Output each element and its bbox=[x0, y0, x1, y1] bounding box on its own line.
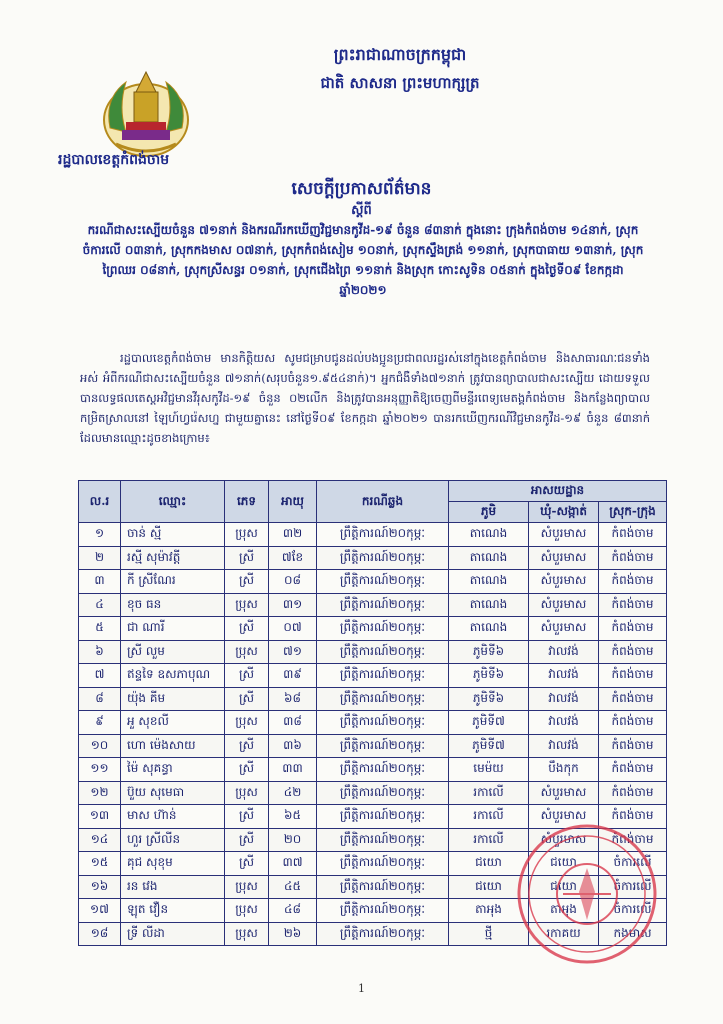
cell-district: កំពង់ចាម bbox=[599, 781, 667, 805]
header-sex: ភេទ bbox=[225, 481, 269, 523]
cell-commune: វាលវង់ bbox=[529, 664, 599, 688]
cell-commune: តាអុង bbox=[529, 899, 599, 923]
cell-no: ១១ bbox=[79, 758, 121, 782]
cell-commune: សំបួរមាស bbox=[529, 781, 599, 805]
cell-district: កងមាស bbox=[599, 922, 667, 946]
cell-event: ព្រឹត្តិការណ៍២០កុម្ភៈ bbox=[317, 922, 449, 946]
cell-no: ១៦ bbox=[79, 875, 121, 899]
cell-no: ១៨ bbox=[79, 922, 121, 946]
cell-district: កំពង់ចាម bbox=[599, 546, 667, 570]
page-number: 1 bbox=[358, 982, 365, 995]
cell-village: ភូមិទី៧ bbox=[449, 711, 529, 735]
cell-event: ព្រឹត្តិការណ៍២០កុម្ភៈ bbox=[317, 593, 449, 617]
cell-name: ទ្រី លីដា bbox=[121, 922, 225, 946]
cell-sex: ស្រី bbox=[225, 828, 269, 852]
cell-district: កំពង់ចាម bbox=[599, 664, 667, 688]
table-row bbox=[79, 617, 667, 641]
cell-age: ០៨ bbox=[269, 570, 317, 594]
cell-name: ឥន្ទទៃ ឧសភាបុណ bbox=[121, 664, 225, 688]
cell-no: ២ bbox=[79, 546, 121, 570]
cell-no: ៨ bbox=[79, 687, 121, 711]
cell-no: ១៤ bbox=[79, 828, 121, 852]
cell-no: ៥ bbox=[79, 617, 121, 641]
table-row bbox=[79, 523, 667, 547]
table-row bbox=[79, 546, 667, 570]
table-row bbox=[79, 828, 667, 852]
cell-age: ៦៨ bbox=[269, 687, 317, 711]
table-row bbox=[79, 852, 667, 876]
cell-no: ១៧ bbox=[79, 899, 121, 923]
cell-event: ព្រឹត្តិការណ៍២០កុម្ភៈ bbox=[317, 899, 449, 923]
cell-commune: ជយោ bbox=[529, 875, 599, 899]
header-village: ភូមិ bbox=[449, 502, 529, 523]
cell-event: ព្រឹត្តិការណ៍២០កុម្ភៈ bbox=[317, 711, 449, 735]
header-name: ឈ្មោះ bbox=[121, 481, 225, 523]
cell-sex: ស្រី bbox=[225, 805, 269, 829]
cell-age: ២០ bbox=[269, 828, 317, 852]
cell-commune: បឹងកុក bbox=[529, 758, 599, 782]
cell-no: ១៥ bbox=[79, 852, 121, 876]
table-row bbox=[79, 711, 667, 735]
cell-district: ចំការលើ bbox=[599, 899, 667, 923]
cell-sex: ប្រុស bbox=[225, 593, 269, 617]
cell-age: ០៧ bbox=[269, 617, 317, 641]
cell-village: ភូមិទី៦ bbox=[449, 664, 529, 688]
cell-name: យ៉ុង គីម bbox=[121, 687, 225, 711]
cell-sex: ប្រុស bbox=[225, 899, 269, 923]
cell-district: កំពង់ចាម bbox=[599, 523, 667, 547]
cell-event: ព្រឹត្តិការណ៍២០កុម្ភៈ bbox=[317, 570, 449, 594]
cell-event: ព្រឹត្តិការណ៍២០កុម្ភៈ bbox=[317, 828, 449, 852]
cell-age: ៧១ bbox=[269, 640, 317, 664]
document-subject: ករណីជាសះស្បើយចំនួន ៧១នាក់ និងករណីរកឃើញវិជ្ជមានកូវីដ-១៩ ចំនួន ៨៣នាក់ ក្នុងនោះ ក្រុងកំពង់ចាម ១៤នាក់, ស្រុកចំការលើ ០៣នាក់, ស្រុកកងមាស ០៧នាក់, ស្រុកកំពង់សៀម ១០នាក់, ស្រុកស្ទឹងត្រង់ ១១នាក់, ស្រុកបាធាយ ១៣នាក់, ស្រុកព្រៃឈរ ០៨នាក់, ស្រុកស្រីសន្ធរ ០១នាក់, ស្រុកជើងព្រៃ ១១នាក់ និងស្រុក កោះសូទិន ០៥នាក់ ក្នុងថ្ងៃទី០៩ ខែកក្កដា ឆ្នាំ២០២១ bbox=[82, 223, 644, 297]
cell-age: ៦៥ bbox=[269, 805, 317, 829]
cell-event: ព្រឹត្តិការណ៍២០កុម្ភៈ bbox=[317, 805, 449, 829]
cell-village: ភូមិទី៦ bbox=[449, 640, 529, 664]
cell-age: ៣៦ bbox=[269, 734, 317, 758]
cell-village: តាណេង bbox=[449, 546, 529, 570]
cell-village: ជយោ bbox=[449, 852, 529, 876]
cell-sex: ប្រុស bbox=[225, 523, 269, 547]
cell-commune: វាលវង់ bbox=[529, 640, 599, 664]
cell-no: ៣ bbox=[79, 570, 121, 594]
cell-event: ព្រឹត្តិការណ៍២០កុម្ភៈ bbox=[317, 852, 449, 876]
cell-commune: សំបួរមាស bbox=[529, 828, 599, 852]
table-row bbox=[79, 734, 667, 758]
cell-village: តាណេង bbox=[449, 523, 529, 547]
cell-district: កំពង់ចាម bbox=[599, 711, 667, 735]
cell-commune: សំបួរមាស bbox=[529, 593, 599, 617]
cell-no: ៩ bbox=[79, 711, 121, 735]
cell-event: ព្រឹត្តិការណ៍២០កុម្ភៈ bbox=[317, 640, 449, 664]
kingdom-heading: ព្រះរាជាណាចក្រកម្ពុជា bbox=[333, 45, 467, 64]
cell-village: រកាលើ bbox=[449, 781, 529, 805]
cell-name: អួ សុខលី bbox=[121, 711, 225, 735]
cell-no: ១០ bbox=[79, 734, 121, 758]
table-row bbox=[79, 570, 667, 594]
header-address: អាសយដ្ឋាន bbox=[449, 481, 667, 502]
table-row bbox=[79, 687, 667, 711]
table-row bbox=[79, 805, 667, 829]
cell-name: ឡុត វឿន bbox=[121, 899, 225, 923]
cell-district: កំពង់ចាម bbox=[599, 570, 667, 594]
cell-district: ចំការលើ bbox=[599, 852, 667, 876]
cell-no: ៧ bbox=[79, 664, 121, 688]
cell-age: ៣៨ bbox=[269, 711, 317, 735]
cell-sex: ប្រុស bbox=[225, 711, 269, 735]
body-paragraph: រដ្ឋបាលខេត្តកំពង់ចាម មានកិត្តិយស សូមជម្រាបជូនដល់បងប្អូនប្រជាពលរដ្ឋរស់នៅក្នុងខេត្តកំពង់ចាម និងសាធារណៈជនទាំងអស់ អំពីករណីជាសះស្បើយចំនួន ៧១នាក់(សរុបចំនួន១.៩៥៤នាក់)។ អ្នកជំងឺទាំង៧១នាក់ ត្រូវបានព្យាបាលជាសះស្បើយ ដោយទទួលបានលទ្ធផលតេស្តអវិជ្ជមានវីរុសកូវីដ-១៩ ចំនួន ០២លើក និងត្រូវបានអនុញ្ញាតិឱ្យចេញពីមន្ទីរពេទ្យមេតង្គកំពង់ចាម និងកន្លែងព្យាបាលកម្រិតស្រាលនៅ ឡៃហ៍ហ្វរ៉េសហ្ន ជាមួយគ្នានេះ នៅថ្ងៃទី០៩ ខែកក្កដា ឆ្នាំ២០២១ បានរកឃើញករណីវិជ្ជមានកូវីដ-១៩ ចំនួន ៨៣នាក់ ដែលមានឈ្មោះដូចខាងក្រោម៖ bbox=[80, 351, 650, 445]
cell-district: កំពង់ចាម bbox=[599, 758, 667, 782]
cell-sex: ប្រុស bbox=[225, 875, 269, 899]
cell-commune: សំបួរមាស bbox=[529, 805, 599, 829]
cell-name: ប៊ួយ សុមេធា bbox=[121, 781, 225, 805]
cell-village: មេម៉យ bbox=[449, 758, 529, 782]
cell-age: ៣១ bbox=[269, 593, 317, 617]
administration-name: រដ្ឋបាលខេត្តកំពង់ចាម bbox=[58, 152, 170, 168]
cell-sex: ស្រី bbox=[225, 546, 269, 570]
cell-no: ១ bbox=[79, 523, 121, 547]
cell-age: ៣៣ bbox=[269, 758, 317, 782]
cell-village: រកាលើ bbox=[449, 828, 529, 852]
cell-age: ៤៨ bbox=[269, 899, 317, 923]
cell-village: ភូមិទី៧ bbox=[449, 734, 529, 758]
cell-event: ព្រឹត្តិការណ៍២០កុម្ភៈ bbox=[317, 687, 449, 711]
cell-name: ជា ណារី bbox=[121, 617, 225, 641]
cell-event: ព្រឹត្តិការណ៍២០កុម្ភៈ bbox=[317, 734, 449, 758]
cell-district: កំពង់ចាម bbox=[599, 734, 667, 758]
cell-village: រកាលើ bbox=[449, 805, 529, 829]
cell-age: ៤៥ bbox=[269, 875, 317, 899]
cell-event: ព្រឹត្តិការណ៍២០កុម្ភៈ bbox=[317, 617, 449, 641]
document-subtitle: ស្ដីពី bbox=[351, 203, 372, 218]
cell-event: ព្រឹត្តិការណ៍២០កុម្ភៈ bbox=[317, 546, 449, 570]
cell-commune: សំបួរមាស bbox=[529, 570, 599, 594]
national-motto: ជាតិ សាសនា ព្រះមហាក្សត្រ bbox=[320, 74, 480, 92]
cell-district: កំពង់ចាម bbox=[599, 687, 667, 711]
cell-no: ៦ bbox=[79, 640, 121, 664]
header-no: ល.រ bbox=[79, 481, 121, 523]
cell-sex: ស្រី bbox=[225, 570, 269, 594]
cell-sex: ស្រី bbox=[225, 687, 269, 711]
table-row bbox=[79, 875, 667, 899]
cell-sex: ស្រី bbox=[225, 734, 269, 758]
cell-name: កី ស្រីណែរ bbox=[121, 570, 225, 594]
cell-commune: ជយោ bbox=[529, 852, 599, 876]
cell-event: ព្រឹត្តិការណ៍២០កុម្ភៈ bbox=[317, 875, 449, 899]
cell-name: ម៉ៃ សុគន្ធា bbox=[121, 758, 225, 782]
cell-age: ៤២ bbox=[269, 781, 317, 805]
cell-age: ៣៧ bbox=[269, 852, 317, 876]
cell-name: រន វេង bbox=[121, 875, 225, 899]
cell-age: ៧ខែ bbox=[269, 546, 317, 570]
cell-age: ៣៩ bbox=[269, 664, 317, 688]
cell-commune: វាលវង់ bbox=[529, 711, 599, 735]
cell-village: តាណេង bbox=[449, 570, 529, 594]
header-commune: ឃុំ-សង្កាត់ bbox=[529, 502, 599, 523]
cell-name: មាស ហ៊ាន់ bbox=[121, 805, 225, 829]
cell-sex: ស្រី bbox=[225, 852, 269, 876]
cell-name: ចាន់ ស្មី bbox=[121, 523, 225, 547]
header-event: ករណីឆ្លង bbox=[317, 481, 449, 523]
cell-name: ហួរ ស្រីលីន bbox=[121, 828, 225, 852]
table-row bbox=[79, 664, 667, 688]
cell-district: កំពង់ចាម bbox=[599, 617, 667, 641]
document-title: សេចក្ដីប្រកាសព័ត៌មាន bbox=[291, 179, 432, 199]
cell-commune: សំបួរមាស bbox=[529, 523, 599, 547]
cell-village: ភូមិទី៦ bbox=[449, 687, 529, 711]
cell-no: ១៣ bbox=[79, 805, 121, 829]
cell-sex: ស្រី bbox=[225, 758, 269, 782]
cell-district: កំពង់ចាម bbox=[599, 593, 667, 617]
cell-event: ព្រឹត្តិការណ៍២០កុម្ភៈ bbox=[317, 664, 449, 688]
cell-event: ព្រឹត្តិការណ៍២០កុម្ភៈ bbox=[317, 758, 449, 782]
cell-commune: សំបួរមាស bbox=[529, 617, 599, 641]
header-district: ស្រុក-ក្រុង bbox=[599, 502, 667, 523]
cell-sex: ប្រុស bbox=[225, 640, 269, 664]
cell-event: ព្រឹត្តិការណ៍២០កុម្ភៈ bbox=[317, 523, 449, 547]
cell-age: ៣២ bbox=[269, 523, 317, 547]
cell-name: ហោ ម៉េងសាយ bbox=[121, 734, 225, 758]
cell-sex: ប្រុស bbox=[225, 781, 269, 805]
cell-village: តាណេង bbox=[449, 593, 529, 617]
cell-sex: ប្រុស bbox=[225, 922, 269, 946]
cell-commune: វាលវង់ bbox=[529, 734, 599, 758]
cell-district: ចំការលើ bbox=[599, 875, 667, 899]
table-row bbox=[79, 640, 667, 664]
cell-sex: ស្រី bbox=[225, 617, 269, 641]
cell-name: រស្មី សុម៉ាវត្តី bbox=[121, 546, 225, 570]
cell-no: ៤ bbox=[79, 593, 121, 617]
cell-age: ២៦ bbox=[269, 922, 317, 946]
cell-village: តាណេង bbox=[449, 617, 529, 641]
cell-village: តាអុង bbox=[449, 899, 529, 923]
header-age: អាយុ bbox=[269, 481, 317, 523]
cell-name: ខុច ធន bbox=[121, 593, 225, 617]
cell-village: ថ្មី bbox=[449, 922, 529, 946]
cell-commune: រកាគយ bbox=[529, 922, 599, 946]
cell-commune: សំបួរមាស bbox=[529, 546, 599, 570]
table-row bbox=[79, 899, 667, 923]
provincial-emblem bbox=[96, 68, 196, 160]
table-row bbox=[79, 922, 667, 946]
cell-sex: ស្រី bbox=[225, 664, 269, 688]
cell-commune: វាលវង់ bbox=[529, 687, 599, 711]
cell-event: ព្រឹត្តិការណ៍២០កុម្ភៈ bbox=[317, 781, 449, 805]
cell-district: កំពង់ចាម bbox=[599, 805, 667, 829]
table-row bbox=[79, 781, 667, 805]
cell-district: កំពង់ចាម bbox=[599, 640, 667, 664]
cell-village: ជយោ bbox=[449, 875, 529, 899]
cell-name: ស្រី លួម bbox=[121, 640, 225, 664]
table-row bbox=[79, 758, 667, 782]
cell-district: កំពង់ចាម bbox=[599, 828, 667, 852]
cell-no: ១២ bbox=[79, 781, 121, 805]
case-table bbox=[78, 480, 667, 946]
table-row bbox=[79, 593, 667, 617]
cell-name: គុជ សុខុម bbox=[121, 852, 225, 876]
